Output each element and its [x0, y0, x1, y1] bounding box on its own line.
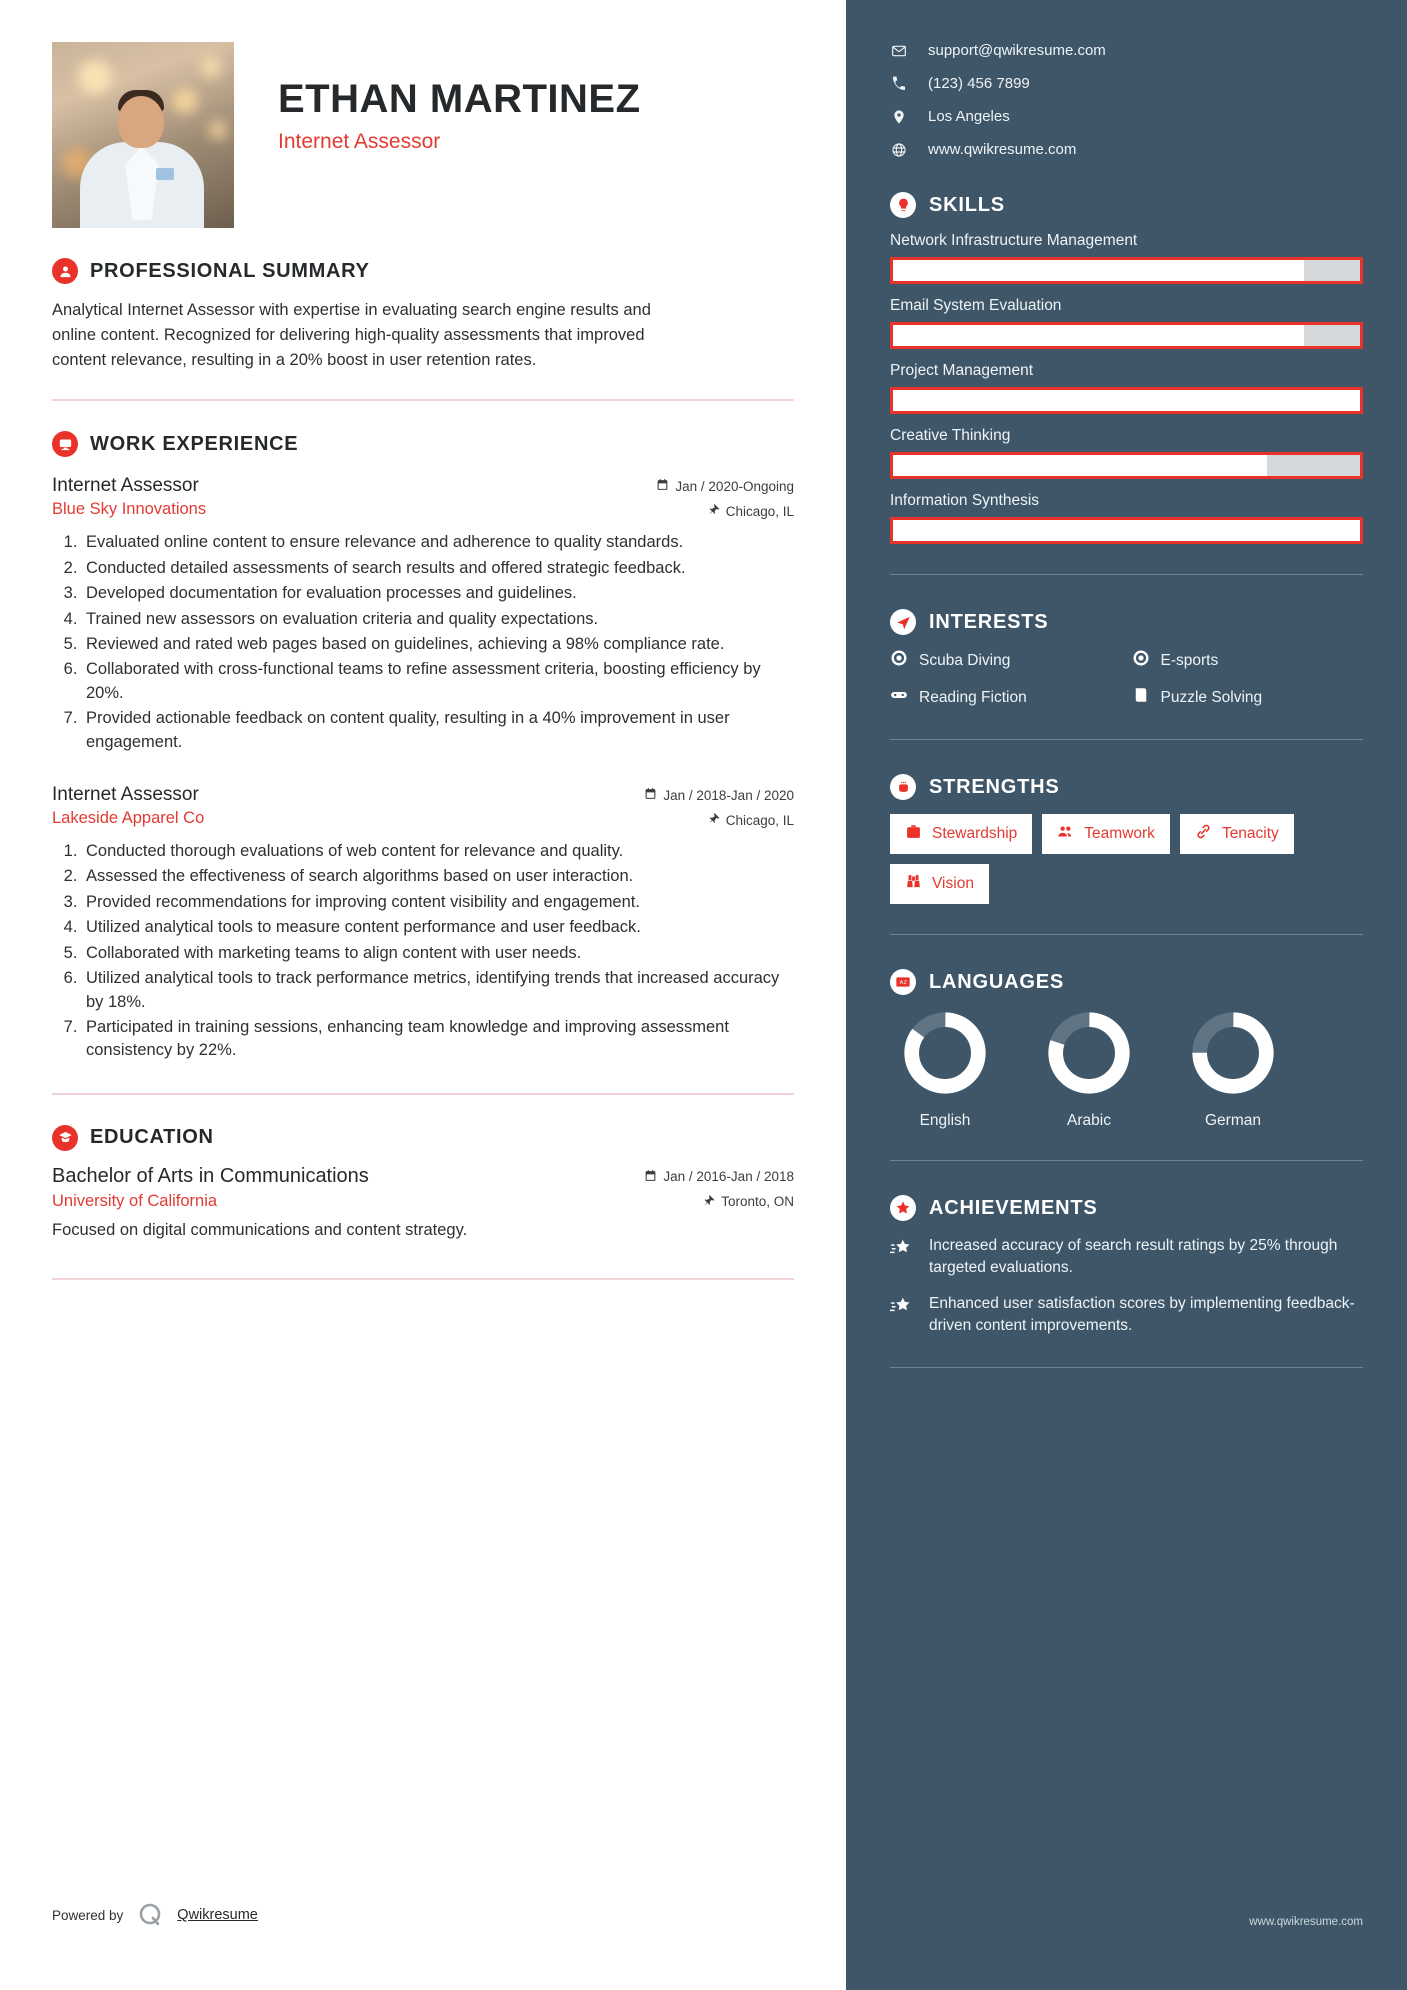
job-meta — [644, 787, 794, 828]
skill-item — [890, 492, 1363, 544]
education-title: EDUCATION — [90, 1126, 214, 1149]
section-professional-summary — [52, 258, 794, 373]
pin-icon — [702, 1194, 715, 1210]
qwikresume-logo-icon — [137, 1902, 163, 1928]
skill-bar-fill — [893, 455, 1267, 476]
contact-website-text: www.qwikresume.com — [928, 141, 1077, 158]
language-donut — [901, 1009, 989, 1097]
achievement-item — [890, 1293, 1363, 1337]
list-item: 6. Collaborated with cross-functional teams to refine assessment criteria, boosting efficiency by 20%. — [82, 658, 794, 705]
language-label: English — [919, 1112, 971, 1129]
graduation-icon — [52, 1125, 78, 1151]
lifebuoy-icon — [890, 649, 908, 672]
user-icon — [52, 258, 78, 284]
skill-label: Creative Thinking — [890, 427, 1011, 444]
interest-item — [890, 649, 1122, 672]
skill-bar-fill — [893, 390, 1360, 411]
achievement-text: Enhanced user satisfaction scores by implementing feedback-driven content improvements. — [929, 1295, 1355, 1334]
languages-heading — [890, 969, 1363, 995]
skill-bar — [890, 322, 1363, 349]
education-description: Focused on digital communications and content strategy. — [52, 1220, 468, 1239]
section-languages — [890, 969, 1363, 1130]
list-item: 7. Participated in training sessions, enhancing team knowledge and improving assessment consistency by 22%. — [82, 1016, 794, 1063]
strength-item — [890, 864, 989, 904]
map-pin-icon — [890, 109, 908, 125]
language-item — [1178, 1009, 1288, 1130]
briefcase-icon — [905, 823, 922, 845]
interest-label: Puzzle Solving — [1160, 688, 1263, 706]
footer-branding — [52, 1902, 258, 1928]
phone-icon — [890, 76, 908, 92]
job-location: Chicago, IL — [725, 503, 794, 519]
achievements-title: ACHIEVEMENTS — [929, 1196, 1098, 1219]
education-location: Toronto, ON — [721, 1194, 794, 1210]
briefcase-monitor-icon — [52, 431, 78, 457]
pin-icon — [707, 503, 720, 519]
sidebar-divider — [890, 1160, 1363, 1161]
strength-label: Tenacity — [1221, 825, 1279, 842]
job-dates: Jan / 2020-Ongoing — [675, 478, 794, 494]
section-interests — [890, 609, 1363, 709]
skills-heading — [890, 192, 1363, 218]
job-role: Internet Assessor — [52, 784, 199, 806]
svg-text:Z: Z — [903, 980, 907, 986]
job-company: Lakeside Apparel Co — [52, 809, 205, 828]
skill-label: Project Management — [890, 362, 1034, 379]
list-item: 3. Provided recommendations for improving content visibility and engagement. — [82, 891, 794, 914]
sidebar-divider — [890, 739, 1363, 740]
interests-title: INTERESTS — [929, 610, 1049, 633]
contact-website[interactable] — [890, 141, 1363, 158]
section-education — [52, 1125, 794, 1240]
fist-icon — [890, 774, 916, 800]
summary-heading — [52, 258, 794, 284]
language-label: German — [1205, 1112, 1261, 1129]
strength-item — [890, 814, 1032, 854]
interests-heading — [890, 609, 1363, 635]
interest-label: Reading Fiction — [919, 688, 1027, 706]
gamepad-icon — [890, 686, 908, 709]
strength-label: Stewardship — [932, 825, 1018, 842]
strength-item — [1180, 814, 1294, 854]
skill-bar — [890, 257, 1363, 284]
contact-location-text: Los Angeles — [928, 108, 1010, 125]
strength-item — [1042, 814, 1170, 854]
link-icon — [1195, 823, 1212, 845]
contact-email[interactable] — [890, 42, 1363, 59]
achievements-heading — [890, 1195, 1363, 1221]
section-skills — [890, 192, 1363, 544]
list-item: 2. Assessed the effectiveness of search algorithms based on user interaction. — [82, 865, 794, 888]
book-icon — [1132, 686, 1150, 709]
sidebar-divider — [890, 574, 1363, 575]
language-item — [890, 1009, 1000, 1130]
skill-bar-fill — [893, 260, 1304, 281]
list-item: 1. Conducted thorough evaluations of web content for relevance and quality. — [82, 840, 794, 863]
divider — [52, 399, 794, 401]
right-sidebar — [846, 0, 1407, 1990]
education-degree: Bachelor of Arts in Communications — [52, 1164, 369, 1187]
strength-label: Vision — [932, 875, 974, 892]
skill-label: Network Infrastructure Management — [890, 232, 1138, 249]
shooting-star-icon — [890, 1237, 916, 1264]
svg-text:A: A — [899, 980, 904, 986]
language-label: Arabic — [1067, 1112, 1111, 1129]
language-item — [1034, 1009, 1144, 1130]
list-item: 4. Utilized analytical tools to measure content performance and user feedback. — [82, 916, 794, 939]
skill-bar-fill — [893, 520, 1360, 541]
achievement-item — [890, 1235, 1363, 1279]
summary-text: Analytical Internet Assessor with expertise in evaluating search engine results and online content. Recognized for delivering high-quality assessments that improved content relevance, resulting in a 20% boost in user retention rates. — [52, 301, 651, 370]
avatar — [52, 42, 234, 228]
education-heading — [52, 1125, 794, 1151]
summary-title: PROFESSIONAL SUMMARY — [90, 259, 370, 282]
list-item: 3. Developed documentation for evaluation processes and guidelines. — [82, 582, 794, 605]
skill-item — [890, 362, 1363, 414]
interest-item — [1132, 649, 1364, 672]
translate-icon — [890, 969, 916, 995]
languages-title: LANGUAGES — [929, 970, 1064, 993]
interest-item — [1132, 686, 1364, 709]
job-meta — [656, 478, 794, 519]
binoculars-icon — [905, 873, 922, 895]
experience-title: WORK EXPERIENCE — [90, 432, 299, 455]
resume-header — [52, 42, 794, 228]
divider — [52, 1278, 794, 1280]
envelope-icon — [890, 43, 908, 59]
section-achievements — [890, 1195, 1363, 1337]
job-bullets — [52, 840, 794, 1063]
language-donut — [1045, 1009, 1133, 1097]
experience-item — [52, 784, 794, 1063]
contact-block — [890, 42, 1363, 158]
sidebar-site-url: www.qwikresume.com — [1249, 1916, 1363, 1928]
interest-item — [890, 686, 1122, 709]
job-location: Chicago, IL — [725, 812, 794, 828]
job-company: Blue Sky Innovations — [52, 500, 207, 519]
name-block — [234, 42, 641, 154]
calendar-icon — [656, 478, 669, 494]
calendar-icon — [644, 1169, 657, 1185]
lifebuoy-icon — [1132, 649, 1150, 672]
language-donut — [1189, 1009, 1277, 1097]
job-role: Internet Assessor — [52, 475, 199, 497]
list-item: 1. Evaluated online content to ensure relevance and adherence to quality standards. — [82, 531, 794, 554]
job-bullets — [52, 531, 794, 754]
contact-phone[interactable] — [890, 75, 1363, 92]
section-work-experience — [52, 431, 794, 1063]
strengths-title: STRENGTHS — [929, 775, 1060, 798]
education-school: University of California — [52, 1191, 218, 1210]
skill-item — [890, 427, 1363, 479]
skill-bar — [890, 517, 1363, 544]
skill-item — [890, 297, 1363, 349]
list-item: 5. Collaborated with marketing teams to align content with user needs. — [82, 942, 794, 965]
list-item: 6. Utilized analytical tools to track performance metrics, identifying trends that increased accuracy by 18%. — [82, 967, 794, 1014]
skill-bar — [890, 387, 1363, 414]
list-item: 7. Provided actionable feedback on content quality, resulting in a 40% improvement in user engagement. — [82, 707, 794, 754]
contact-location[interactable] — [890, 108, 1363, 125]
calendar-icon — [644, 787, 657, 803]
list-item: 5. Reviewed and rated web pages based on guidelines, achieving a 98% compliance rate. — [82, 633, 794, 656]
sidebar-divider — [890, 1367, 1363, 1368]
list-item: 4. Trained new assessors on evaluation criteria and quality expectations. — [82, 608, 794, 631]
qwikresume-link[interactable]: Qwikresume — [177, 1907, 258, 1923]
contact-phone-text: (123) 456 7899 — [928, 75, 1030, 92]
powered-by-label: Powered by — [52, 1907, 124, 1923]
interest-label: Scuba Diving — [919, 651, 1011, 669]
profile-job-title: Internet Assessor — [278, 130, 441, 154]
star-badge-icon — [890, 1195, 916, 1221]
section-strengths — [890, 774, 1363, 904]
shooting-star-icon — [890, 1295, 916, 1322]
pin-icon — [707, 812, 720, 828]
interest-label: E-sports — [1160, 651, 1219, 669]
experience-heading — [52, 431, 794, 457]
strength-label: Teamwork — [1084, 825, 1155, 842]
education-dates: Jan / 2016-Jan / 2018 — [663, 1169, 794, 1185]
contact-email-text: support@qwikresume.com — [928, 42, 1106, 59]
achievement-text: Increased accuracy of search result ratings by 25% through targeted evaluations. — [929, 1237, 1338, 1276]
people-icon — [1057, 823, 1074, 845]
skill-item — [890, 232, 1363, 284]
globe-icon — [890, 142, 908, 158]
education-meta — [644, 1169, 794, 1210]
page-title: ETHAN MARTINEZ — [278, 77, 641, 121]
skill-label: Email System Evaluation — [890, 297, 1062, 314]
skill-bar-fill — [893, 325, 1304, 346]
skill-label: Information Synthesis — [890, 492, 1040, 509]
experience-item — [52, 475, 794, 754]
list-item: 2. Conducted detailed assessments of search results and offered strategic feedback. — [82, 557, 794, 580]
skills-title: SKILLS — [929, 193, 1005, 216]
divider — [52, 1093, 794, 1095]
strengths-heading — [890, 774, 1363, 800]
paper-plane-icon — [890, 609, 916, 635]
lightbulb-icon — [890, 192, 916, 218]
sidebar-divider — [890, 934, 1363, 935]
job-dates: Jan / 2018-Jan / 2020 — [663, 787, 794, 803]
skill-bar — [890, 452, 1363, 479]
